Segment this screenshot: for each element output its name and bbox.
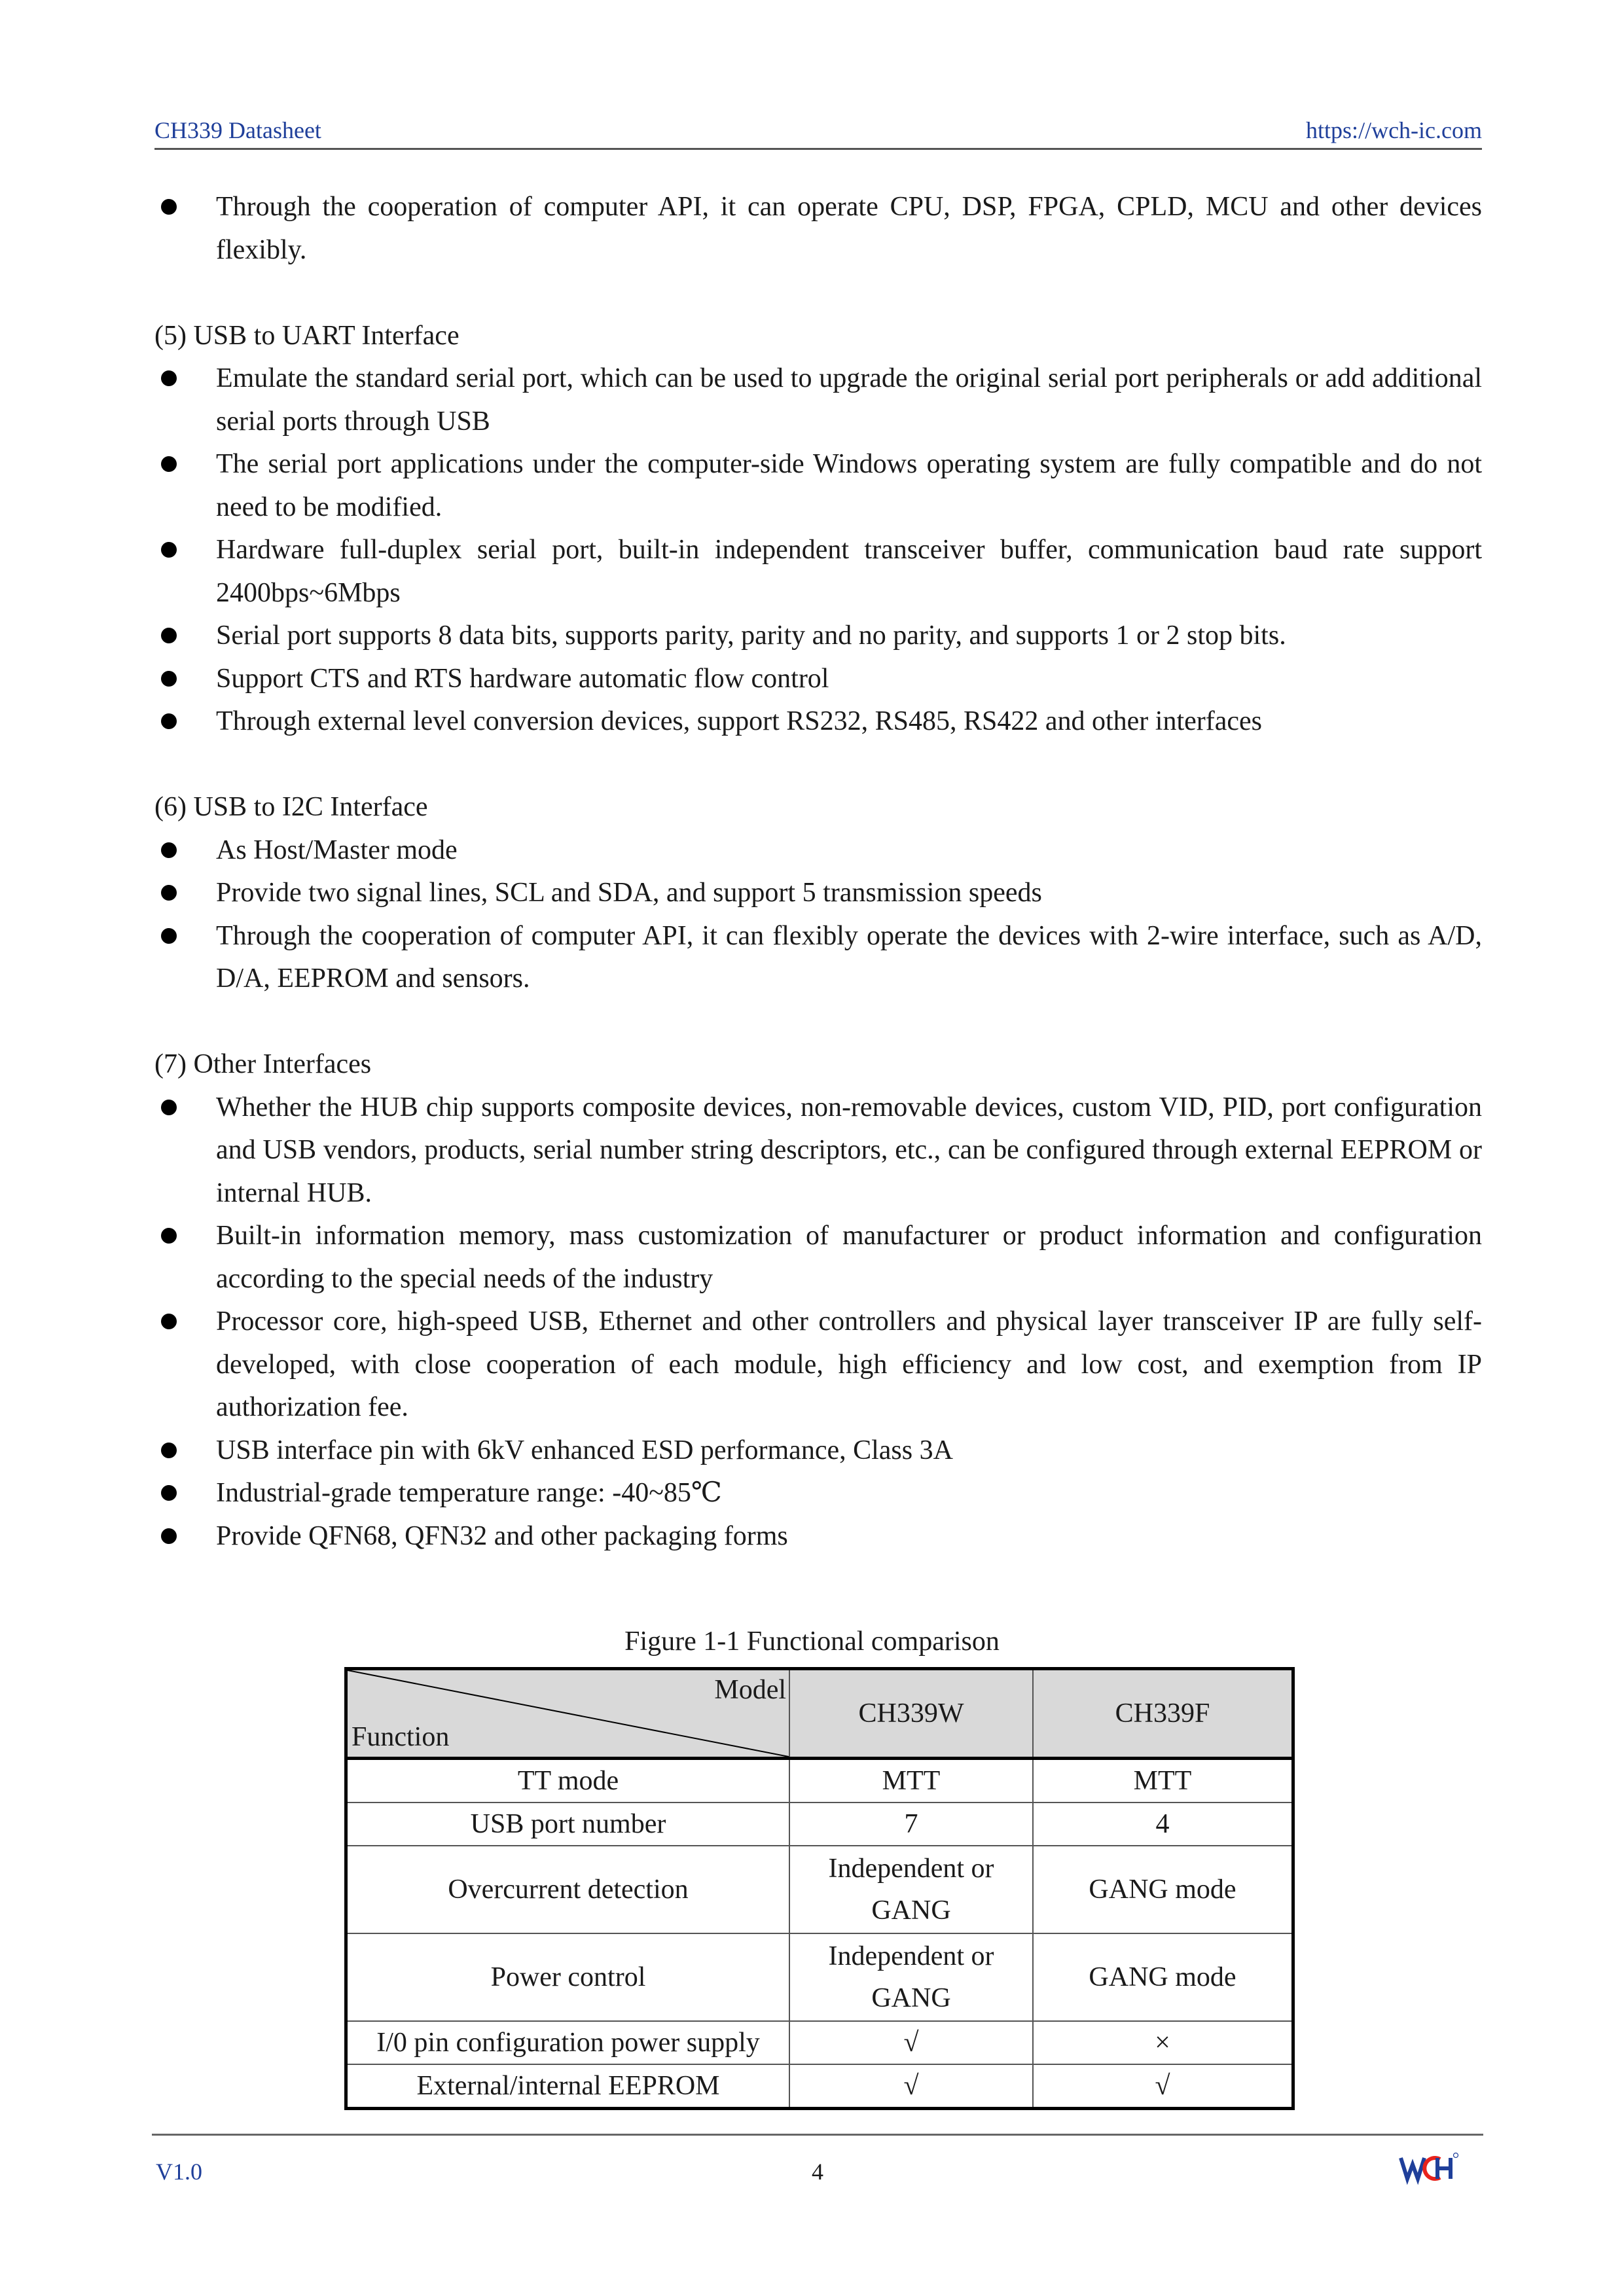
bullet-icon [161, 456, 177, 472]
table-row [346, 2064, 1293, 2109]
bullet-icon [161, 1228, 177, 1244]
section-title-i2c: (6) USB to I2C Interface [154, 792, 428, 822]
table-corner-cell [346, 1669, 790, 1759]
bullet-icon [161, 1485, 177, 1501]
cell-ch339w: Independent or GANG [789, 1933, 1033, 2021]
cell-ch339w: √ [789, 2064, 1033, 2109]
bullet-icon [161, 1100, 177, 1115]
bullet-icon [161, 713, 177, 729]
table-header-row [346, 1669, 1293, 1759]
column-header-ch339w: CH339W [789, 1669, 1033, 1759]
bullet-item: As Host/Master mode [154, 829, 1482, 872]
cell-ch339w: √ [789, 2021, 1033, 2064]
functional-comparison-table [344, 1667, 1295, 2110]
section-title-other: (7) Other Interfaces [154, 1049, 372, 1079]
document-version: V1.0 [156, 2159, 202, 2185]
column-header-ch339f: CH339F [1033, 1669, 1293, 1759]
bullet-icon [161, 199, 177, 215]
bullet-item: Processor core, high-speed USB, Ethernet and other controllers and physical layer transceiver IP are fully self-developed, with close cooperation of each module, high efficiency and low cost, and exemption from IP authorization fee. [154, 1300, 1482, 1429]
bullet-icon [161, 370, 177, 386]
table-row [346, 1933, 1293, 2021]
row-label: External/internal EEPROM [346, 2064, 790, 2109]
cell-ch339w: 7 [789, 1803, 1033, 1846]
bullet-item: Whether the HUB chip supports composite devices, non-removable devices, custom VID, PID, port configuration and USB vendors, products, serial number string descriptors, etc., can be configured through external EEPROM or internal HUB. [154, 1086, 1482, 1215]
bullet-icon [161, 1443, 177, 1458]
corner-function-label: Function [352, 1722, 450, 1752]
table-row [346, 2021, 1293, 2064]
bullet-item: Through the cooperation of computer API, it can operate CPU, DSP, FPGA, CPLD, MCU and other devices flexibly. [154, 186, 1482, 272]
bullet-icon [161, 542, 177, 558]
cell-ch339f: √ [1033, 2064, 1293, 2109]
bullet-icon [161, 671, 177, 687]
bullet-item: Provide two signal lines, SCL and SDA, and support 5 transmission speeds [154, 872, 1482, 915]
bullet-icon [161, 928, 177, 944]
bullet-item: Emulate the standard serial port, which can be used to upgrade the original serial port peripherals or add additional serial ports through USB [154, 357, 1482, 443]
cell-ch339w: MTT [789, 1759, 1033, 1803]
table-row [346, 1803, 1293, 1846]
cell-ch339f: GANG mode [1033, 1846, 1293, 1933]
row-label: Power control [346, 1933, 790, 2021]
bullet-item: Built-in information memory, mass customization of manufacturer or product information and configuration according to the special needs of the industry [154, 1215, 1482, 1300]
page-footer [152, 2134, 1483, 2188]
row-label: I/0 pin configuration power supply [346, 2021, 790, 2064]
page-header [154, 113, 1482, 150]
bullet-item: Through external level conversion devices, support RS232, RS485, RS422 and other interfaces [154, 700, 1482, 744]
bullet-item: Provide QFN68, QFN32 and other packaging forms [154, 1515, 1482, 1558]
cell-ch339w: Independent or GANG [789, 1846, 1033, 1933]
row-label: TT mode [346, 1759, 790, 1803]
cell-ch339f: GANG mode [1033, 1933, 1293, 2021]
bullet-item: Hardware full-duplex serial port, built-in independent transceiver buffer, communication baud rate support 2400bps~6Mbps [154, 529, 1482, 615]
bullet-icon [161, 885, 177, 901]
row-label: USB port number [346, 1803, 790, 1846]
page-number: 4 [812, 2159, 823, 2185]
bullet-item: Support CTS and RTS hardware automatic flow control [154, 658, 1482, 701]
bullet-item: Through the cooperation of computer API, it can flexibly operate the devices with 2-wire interface, such as A/D, D/A, EEPROM and sensors. [154, 915, 1482, 1001]
bullet-item: Serial port supports 8 data bits, supports parity, parity and no parity, and supports 1 or 2 stop bits. [154, 615, 1482, 658]
table-row [346, 1846, 1293, 1933]
corner-model-label: Model [714, 1675, 786, 1705]
document-body [154, 186, 1482, 1558]
bullet-icon [161, 842, 177, 858]
cell-ch339f: MTT [1033, 1759, 1293, 1803]
bullet-item: The serial port applications under the computer-side Windows operating system are fully compatible and do not need to be modified. [154, 443, 1482, 529]
wch-logo-icon [1398, 2150, 1460, 2185]
website-url[interactable]: https://wch-ic.com [1306, 117, 1482, 143]
row-label: Overcurrent detection [346, 1846, 790, 1933]
table-caption: Figure 1-1 Functional comparison [624, 1626, 1000, 1657]
table-row [346, 1759, 1293, 1803]
bullet-icon [161, 628, 177, 643]
bullet-item: USB interface pin with 6kV enhanced ESD performance, Class 3A [154, 1429, 1482, 1473]
document-title: CH339 Datasheet [154, 117, 321, 143]
section-title-uart: (5) USB to UART Interface [154, 320, 460, 351]
cell-ch339f: × [1033, 2021, 1293, 2064]
cell-ch339f: 4 [1033, 1803, 1293, 1846]
bullet-item: Industrial-grade temperature range: -40~85℃ [154, 1472, 1482, 1515]
bullet-icon [161, 1528, 177, 1544]
bullet-icon [161, 1314, 177, 1329]
